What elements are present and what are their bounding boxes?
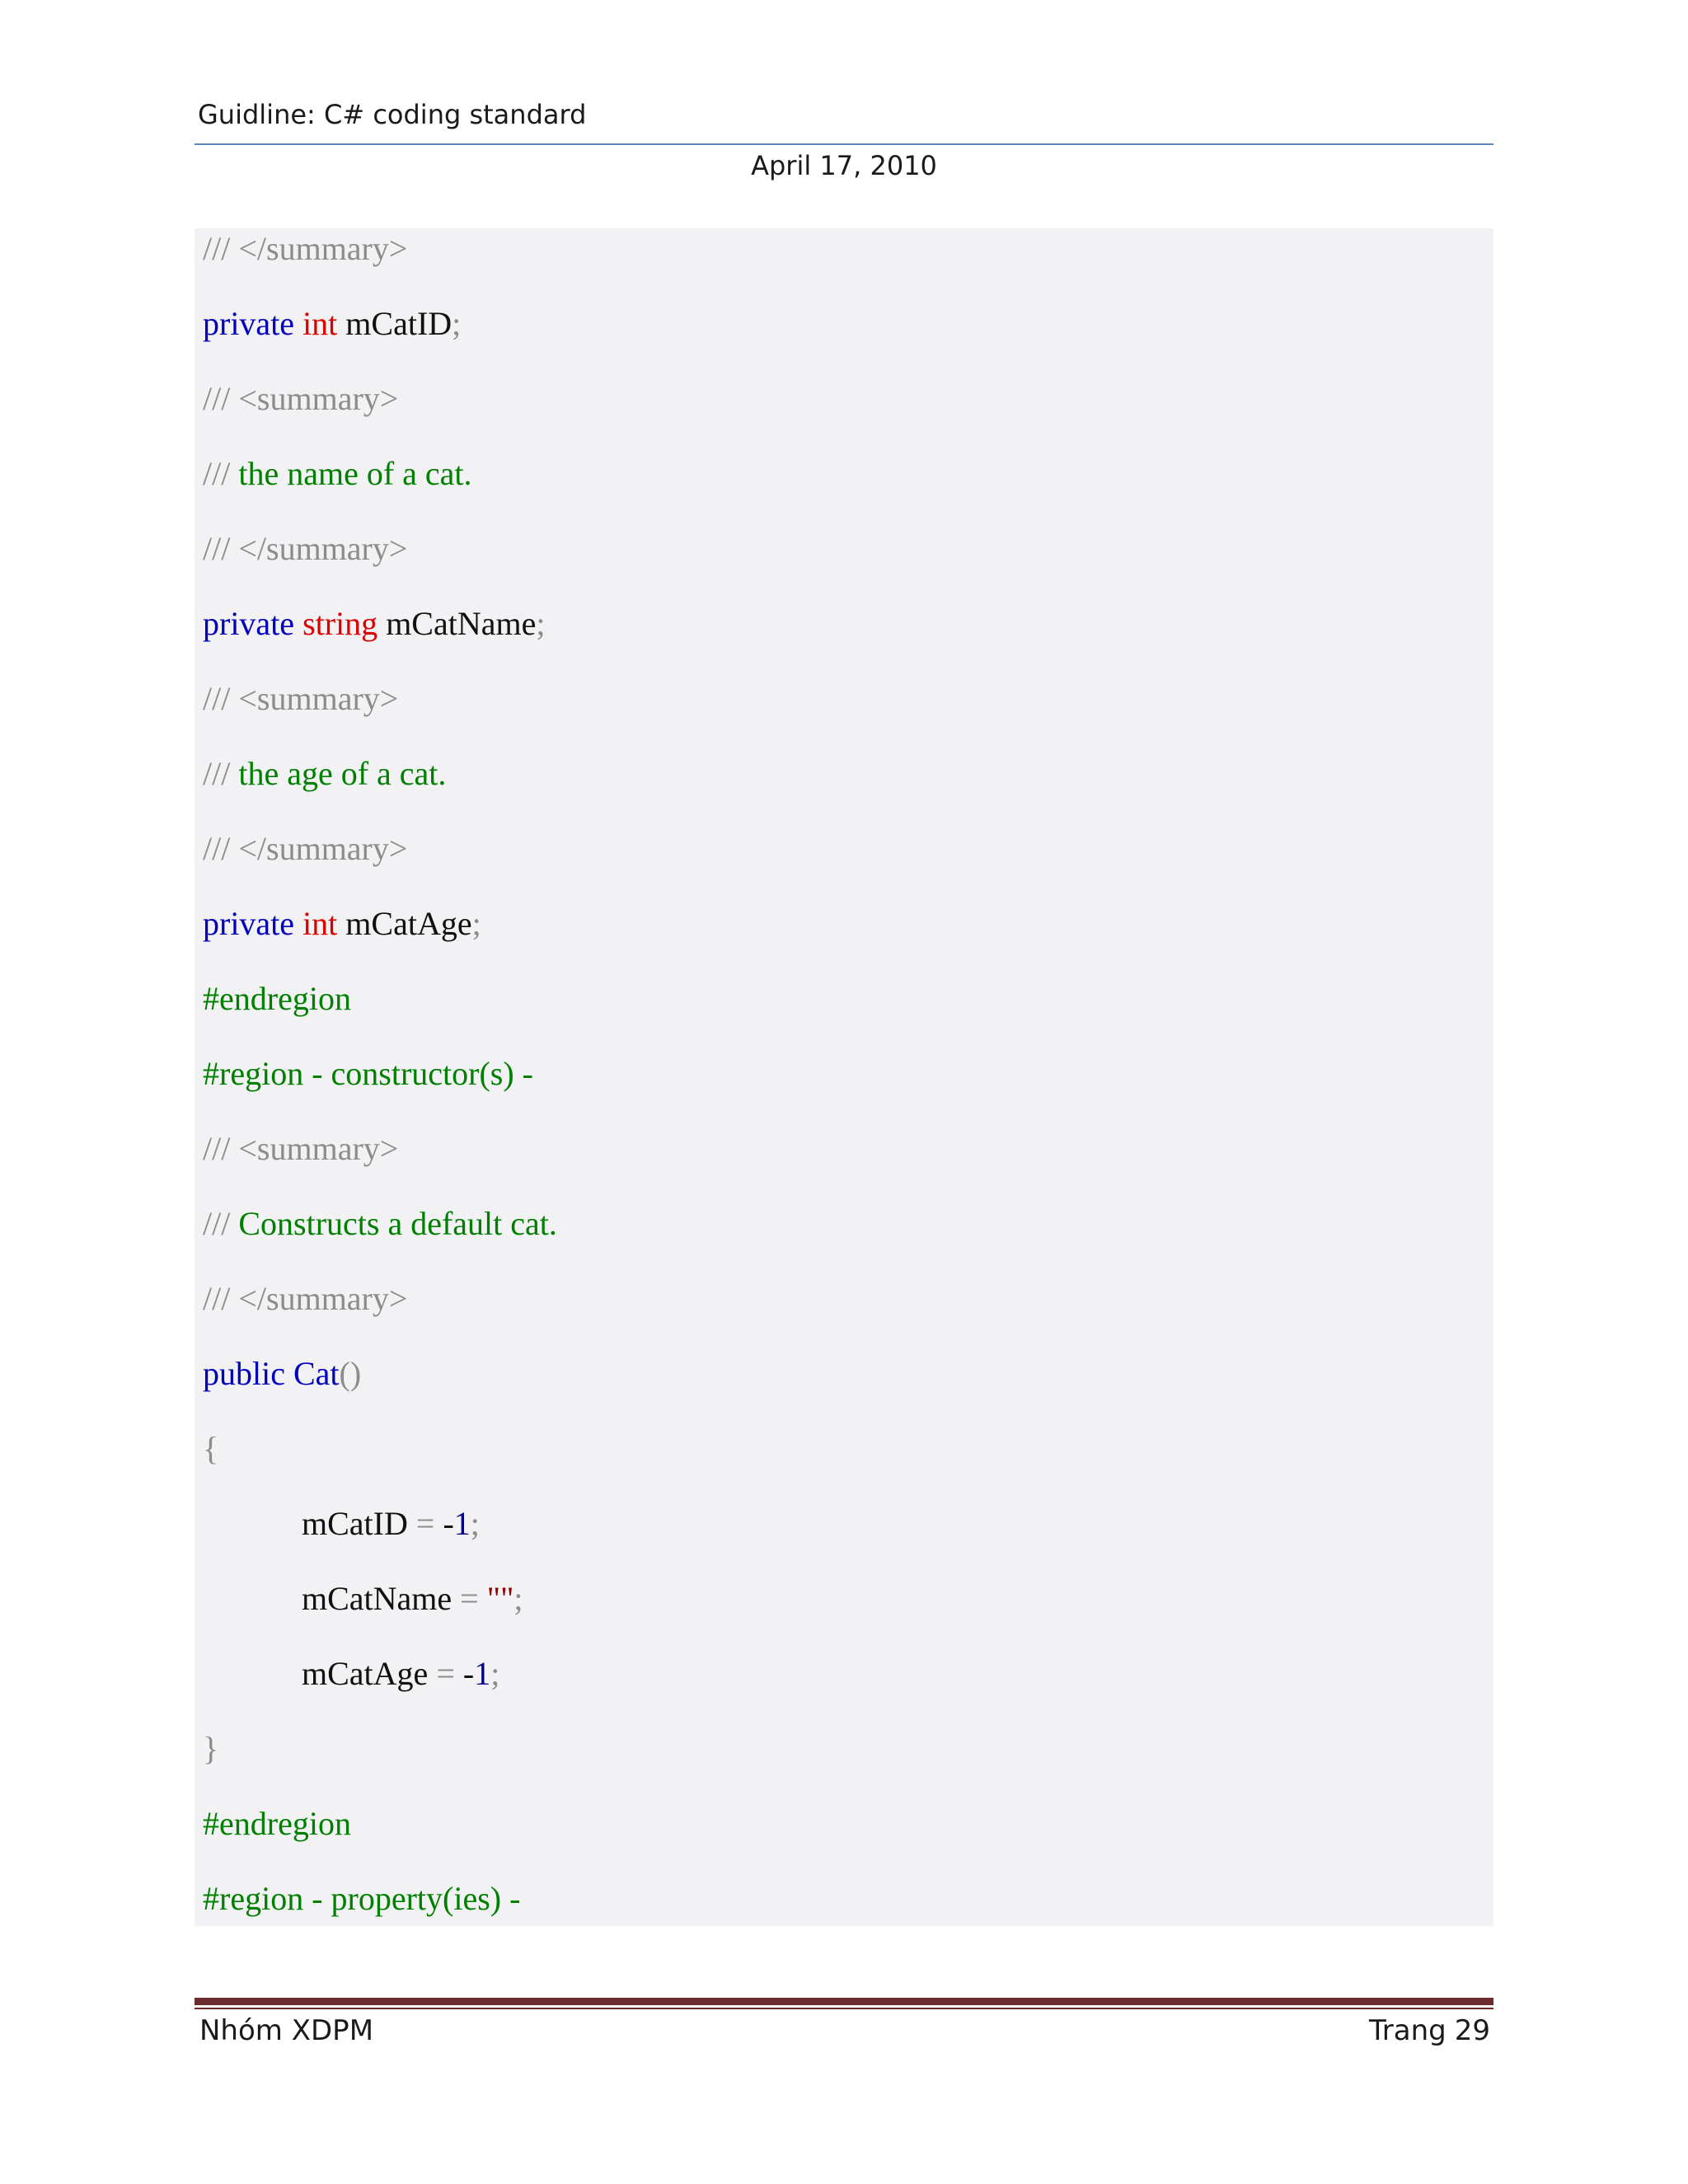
type-keyword: int xyxy=(302,305,338,342)
constructor-name: Cat xyxy=(293,1355,340,1392)
code-line-endregion: #endregion xyxy=(203,980,351,1017)
comment-text: Constructs a default cat. xyxy=(238,1205,557,1242)
header-title: Guidline: C# coding standard xyxy=(198,99,587,130)
comment-text: the name of a cat. xyxy=(238,455,472,492)
code-line-summary-open: /// <summary> xyxy=(203,680,399,717)
identifier: mCatName xyxy=(386,605,537,642)
footer-divider-thick xyxy=(195,1998,1493,2005)
header-divider xyxy=(195,143,1493,145)
code-line-summary-close: /// </summary> xyxy=(203,230,408,267)
identifier: mCatID xyxy=(302,1505,408,1542)
footer-page-label: Trang xyxy=(1369,2014,1447,2047)
code-line-summary-close: /// </summary> xyxy=(203,830,408,867)
punctuation: ; xyxy=(490,1655,500,1692)
comment-slashes: /// xyxy=(203,1205,231,1242)
code-line-summary-open: /// <summary> xyxy=(203,1130,399,1167)
code-line-assign-catname xyxy=(302,1574,523,1624)
code-line-region-properties: #region - property(ies) - xyxy=(203,1880,521,1917)
code-line-summary-close: /// </summary> xyxy=(203,530,408,567)
punctuation: () xyxy=(339,1355,362,1392)
code-line-field-catid xyxy=(203,299,461,349)
punctuation: ; xyxy=(536,605,546,642)
punctuation: ; xyxy=(471,905,481,942)
code-line-region-constructors: #region - constructor(s) - xyxy=(203,1055,533,1092)
comment-slashes: /// xyxy=(203,755,231,792)
comment-slashes: /// xyxy=(203,455,231,492)
code-line-assign-catid xyxy=(302,1499,480,1549)
code-line-endregion: #endregion xyxy=(203,1805,351,1842)
number-literal: 1 xyxy=(453,1505,471,1542)
type-keyword: string xyxy=(302,605,378,642)
code-line-comment-age xyxy=(203,749,446,799)
code-line-close-brace: } xyxy=(203,1730,219,1767)
footer-page-number: 29 xyxy=(1454,2014,1490,2047)
operator: = xyxy=(460,1580,479,1617)
footer-group-name: Nhóm XDPM xyxy=(199,2014,374,2047)
operator: = xyxy=(415,1505,435,1542)
identifier: mCatName xyxy=(302,1580,452,1617)
footer-page-indicator xyxy=(1361,2014,1490,2047)
code-line-summary-close: /// </summary> xyxy=(203,1280,408,1317)
keyword: private xyxy=(203,305,295,342)
code-line-constructor-signature xyxy=(203,1349,361,1399)
type-keyword: int xyxy=(302,905,338,942)
string-literal: "" xyxy=(486,1580,514,1617)
punctuation: ; xyxy=(470,1505,480,1542)
code-line-field-catname xyxy=(203,599,545,649)
number-literal: 1 xyxy=(474,1655,491,1692)
operator: - xyxy=(462,1655,475,1692)
identifier: mCatAge xyxy=(345,905,472,942)
operator: = xyxy=(436,1655,455,1692)
code-line-comment-name xyxy=(203,449,472,499)
punctuation: ; xyxy=(513,1580,523,1617)
footer-divider-thin xyxy=(195,2008,1493,2009)
keyword: private xyxy=(203,605,295,642)
code-line-assign-catage xyxy=(302,1649,499,1699)
identifier: mCatID xyxy=(345,305,452,342)
code-line-field-catage xyxy=(203,899,481,949)
code-line-summary-open: /// <summary> xyxy=(203,380,399,417)
keyword: public xyxy=(203,1355,285,1392)
keyword: private xyxy=(203,905,295,942)
code-line-open-brace: { xyxy=(203,1430,219,1467)
code-line-comment-constructor xyxy=(203,1199,557,1249)
operator: - xyxy=(443,1505,454,1542)
header-date: April 17, 2010 xyxy=(751,150,937,181)
identifier: mCatAge xyxy=(302,1655,429,1692)
punctuation: ; xyxy=(452,305,462,342)
comment-text: the age of a cat. xyxy=(238,755,447,792)
